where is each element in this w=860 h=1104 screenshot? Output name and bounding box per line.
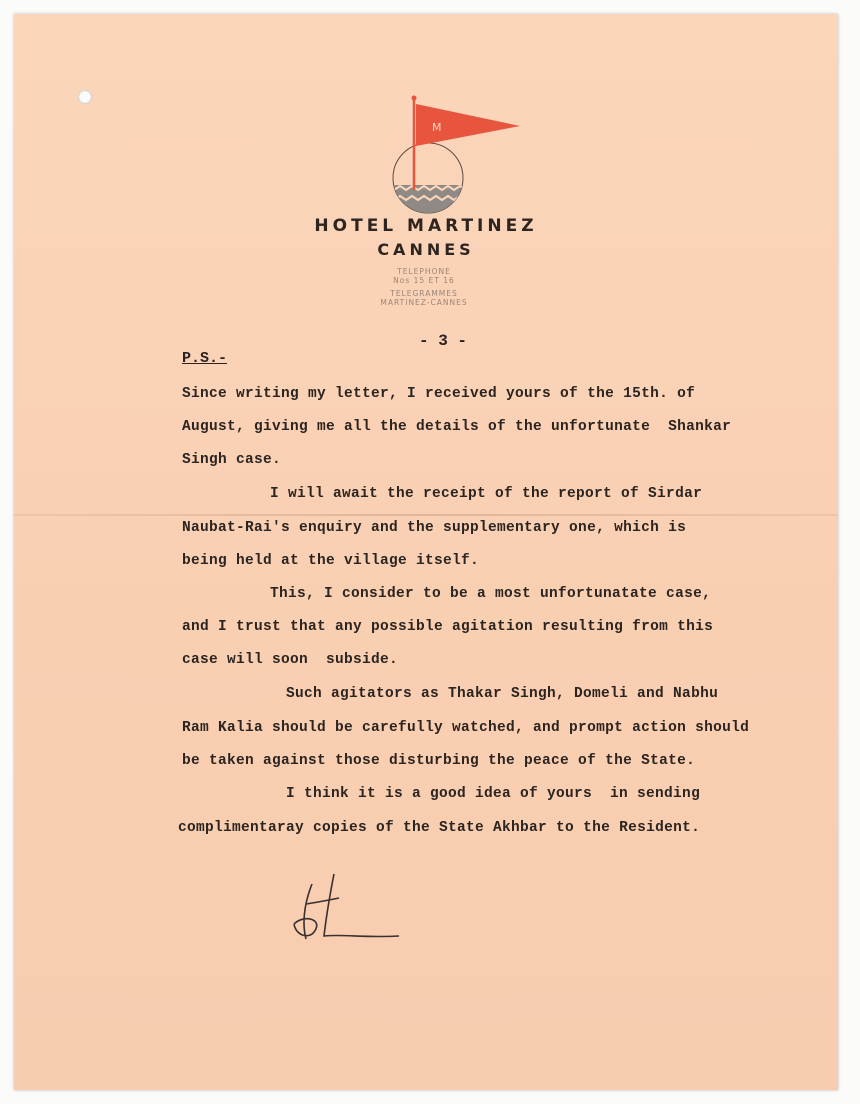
body-line: Naubat-Rai's enquiry and the supplementary one, which is (182, 520, 687, 536)
letter-page (14, 14, 838, 1090)
telegrammes-address: MARTINEZ-CANNES (380, 298, 468, 307)
telephone-numbers: Nos 15 ET 16 (393, 276, 455, 285)
body-line: August, giving me all the details of the unfortunate Shankar (182, 419, 732, 435)
handwritten-signature (284, 864, 414, 954)
postscript-label: P.S.- (182, 350, 228, 367)
body-line: I think it is a good idea of yours in sending (286, 786, 701, 802)
body-line: being held at the village itself. (182, 553, 480, 569)
body-line: This, I consider to be a most unfortunatate case, (270, 586, 712, 602)
svg-text:M: M (432, 121, 442, 134)
punch-hole (78, 90, 92, 104)
hotel-name: HOTEL MARTINEZ (314, 216, 538, 236)
body-line: be taken against those disturbing the peace of the State. (182, 753, 696, 769)
body-line: complimentaray copies of the State Akhbar to the Resident. (178, 820, 701, 836)
telegrammes-label: TELEGRAMMES (390, 289, 458, 298)
body-line: Singh case. (182, 452, 282, 468)
paper-fold (14, 514, 838, 516)
body-line: I will await the receipt of the report of Sirdar (270, 486, 703, 502)
telephone-label: TELEPHONE (397, 267, 451, 276)
body-line: Ram Kalia should be carefully watched, and prompt action should (182, 720, 750, 736)
body-line: Since writing my letter, I received yours of the 15th. of (182, 386, 696, 402)
hotel-city: CANNES (377, 240, 475, 259)
body-line: Such agitators as Thakar Singh, Domeli and Nabhu (286, 686, 719, 702)
body-line: and I trust that any possible agitation resulting from this (182, 619, 714, 635)
body-line: case will soon subside. (182, 652, 399, 668)
page-number: - 3 - (419, 332, 468, 350)
pennant-flag-waves-icon (382, 90, 522, 220)
